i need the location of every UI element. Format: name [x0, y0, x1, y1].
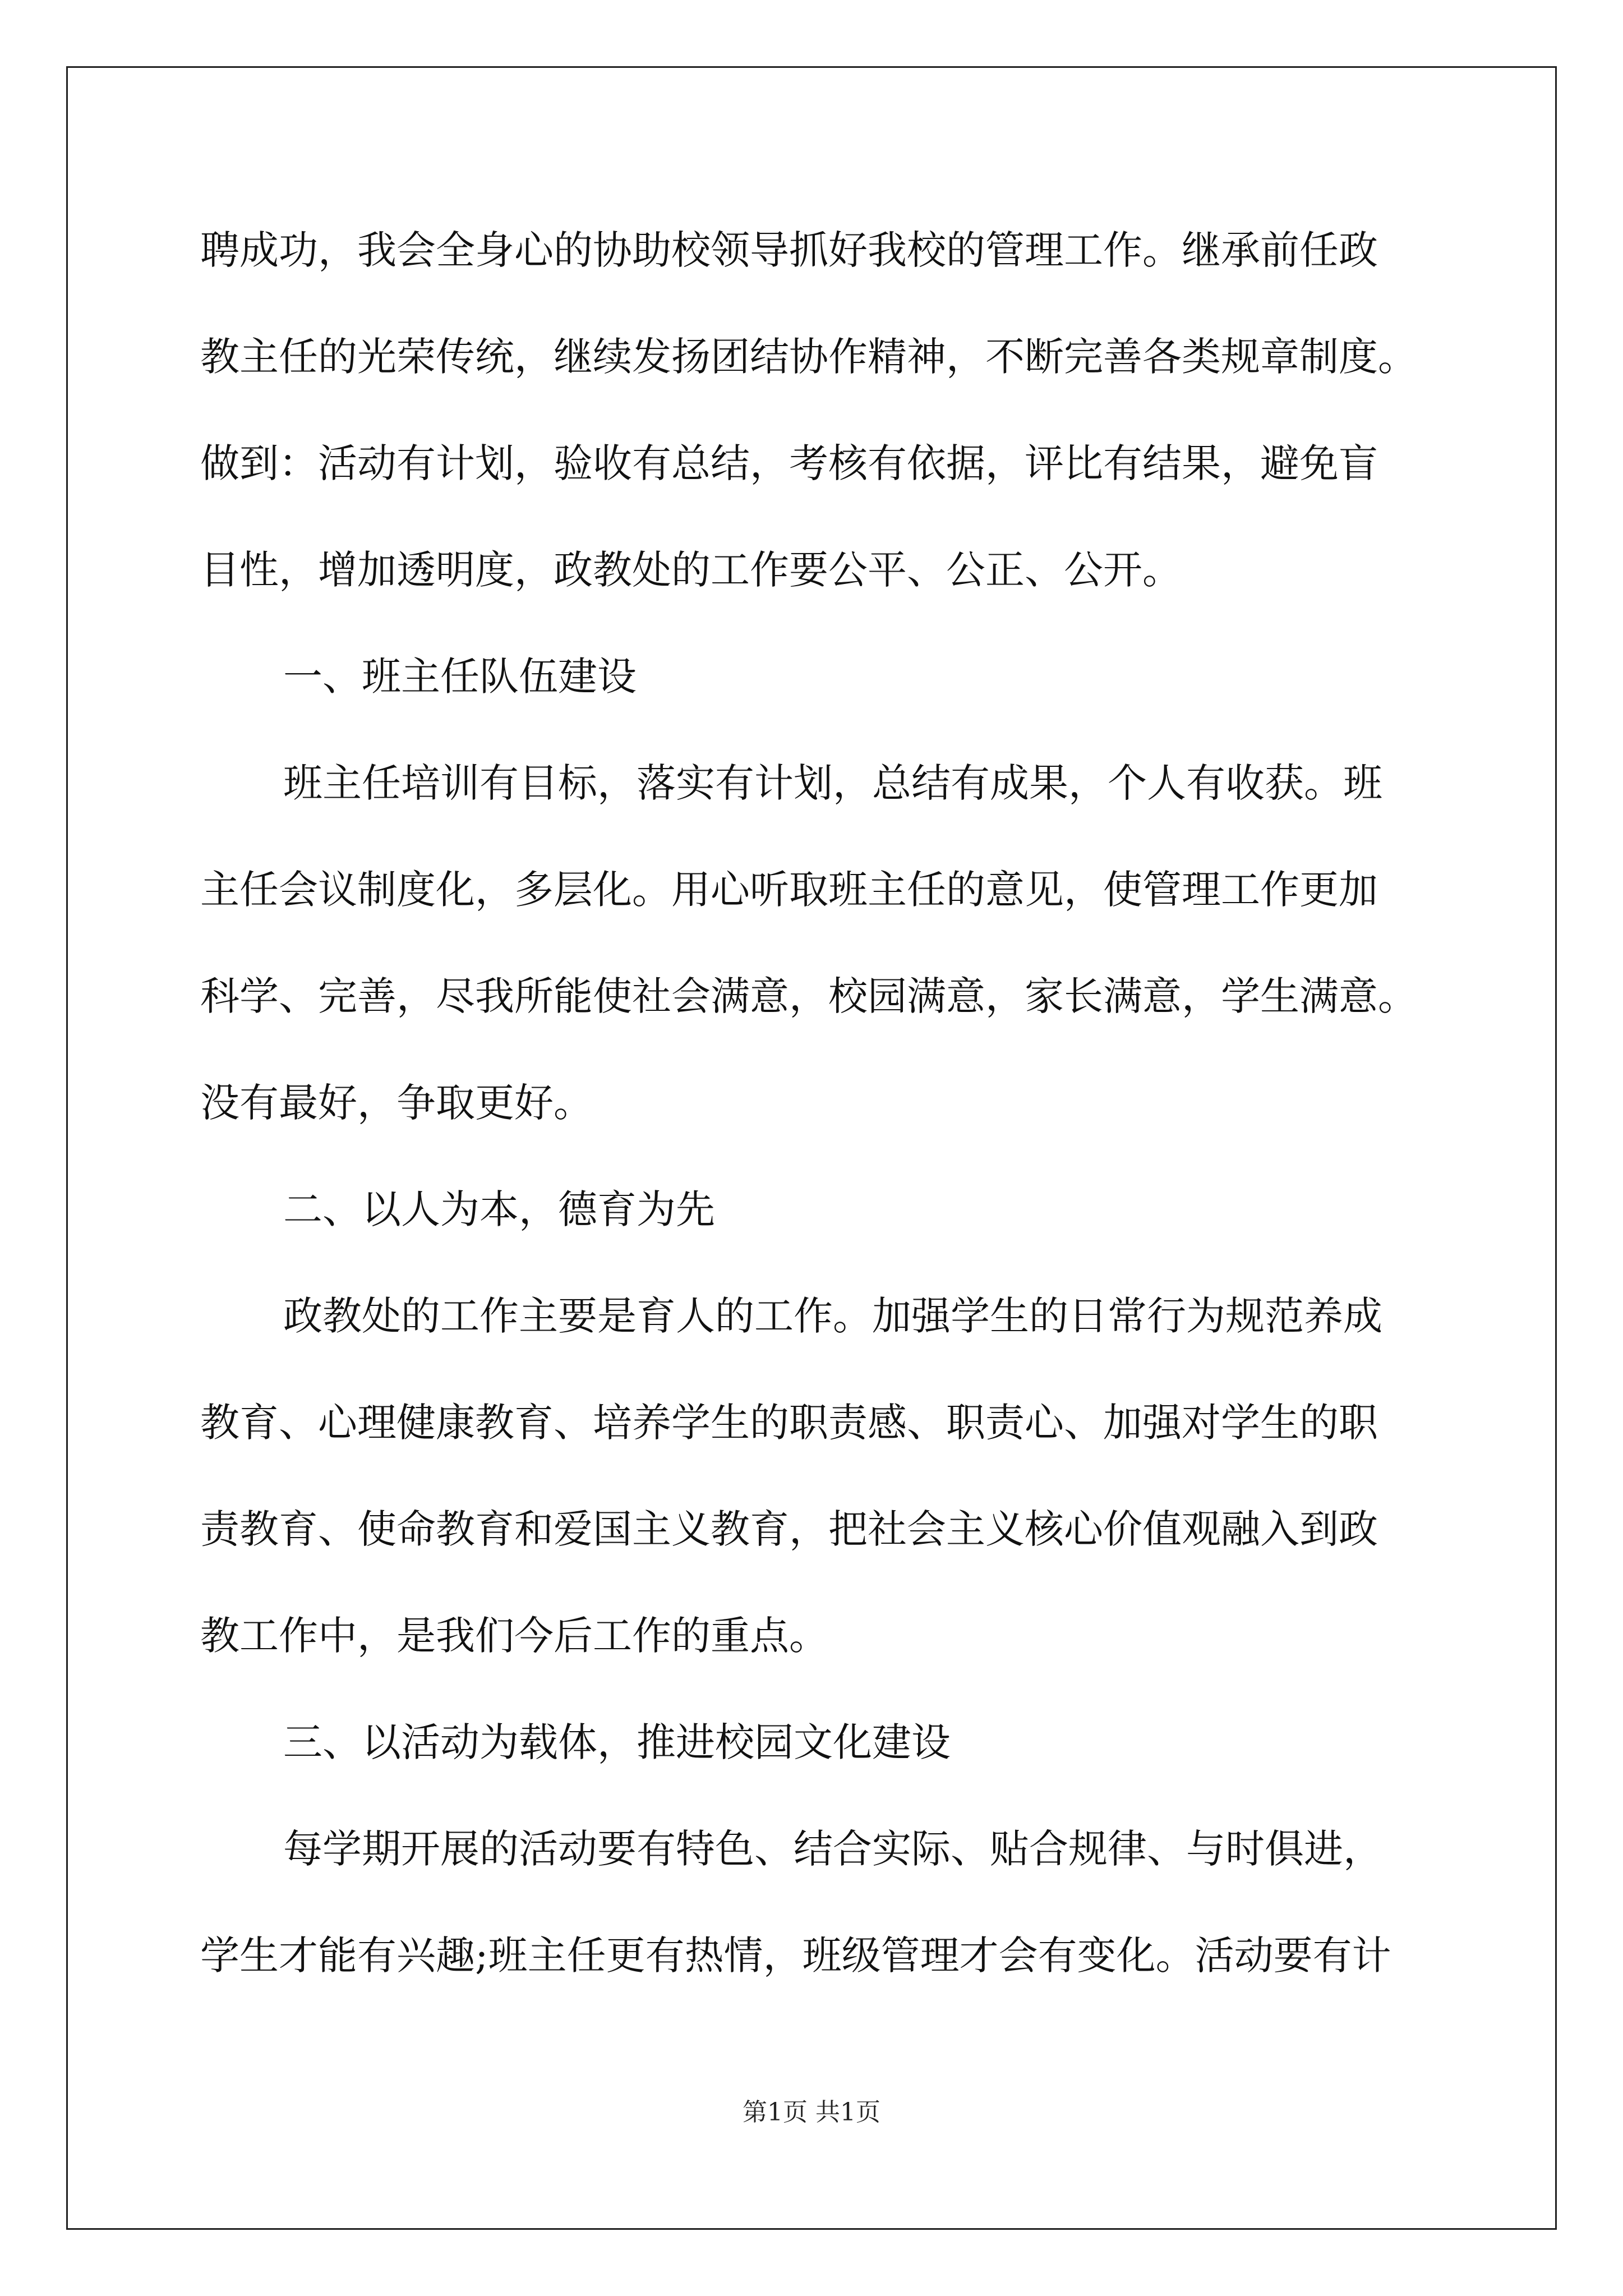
- body-line: 责教育、使命教育和爱国主义教育，把社会主义核心价值观融入到政: [200, 1506, 1378, 1552]
- section-heading: 一、班主任队伍建设: [283, 654, 637, 700]
- body-line: 做到：活动有计划，验收有总结，考核有依据，评比有结果，避免盲: [200, 440, 1378, 486]
- body-line: 聘成功，我会全身心的协助校领导抓好我校的管理工作。继承前任政: [200, 227, 1378, 273]
- body-line: 没有最好，争取更好。: [200, 1080, 593, 1126]
- page-number-footer: 第1页 共1页: [743, 2098, 880, 2127]
- body-line: 学生才能有兴趣;班主任更有热情，班级管理才会有变化。活动要有计: [200, 1932, 1391, 1978]
- body-line: 班主任培训有目标，落实有计划，总结有成果，个人有收获。班: [283, 760, 1382, 806]
- body-line: 教主任的光荣传统，继续发扬团结协作精神，不断完善各类规章制度。: [200, 334, 1417, 380]
- body-line: 科学、完善，尽我所能使社会满意，校园满意，家长满意，学生满意。: [200, 973, 1417, 1019]
- body-line: 主任会议制度化，多层化。用心听取班主任的意见，使管理工作更加: [200, 867, 1378, 913]
- section-heading: 三、以活动为载体，推进校园文化建设: [283, 1719, 951, 1765]
- body-line: 每学期开展的活动要有特色、结合实际、贴合规律、与时俱进，: [283, 1826, 1382, 1872]
- section-heading: 二、以人为本，德育为先: [283, 1186, 715, 1232]
- body-line: 目性，增加透明度，政教处的工作要公平、公正、公开。: [200, 547, 1182, 593]
- body-line: 教工作中，是我们今后工作的重点。: [200, 1613, 828, 1659]
- page-border: [66, 66, 1557, 2230]
- body-line: 教育、心理健康教育、培养学生的职责感、职责心、加强对学生的职: [200, 1400, 1378, 1446]
- body-line: 政教处的工作主要是育人的工作。加强学生的日常行为规范养成: [283, 1293, 1382, 1339]
